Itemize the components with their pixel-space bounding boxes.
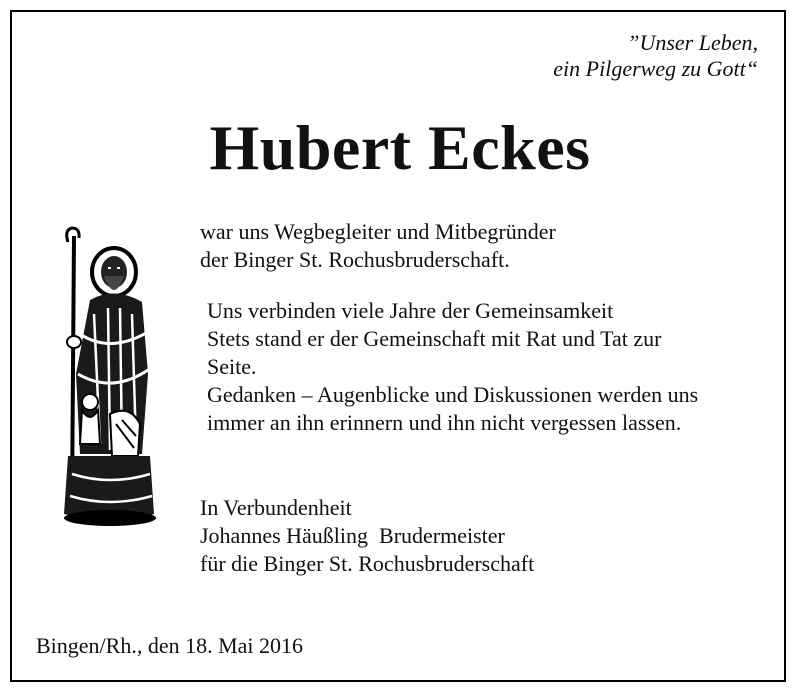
- saint-rochus-pilgrim-figure-icon: [50, 224, 158, 530]
- tribute-line: Gedanken – Augenblicke und Diskussionen werden uns: [207, 382, 699, 407]
- signature-name: Johannes Häußling Brudermeister: [200, 523, 505, 548]
- place-and-date: Bingen/Rh., den 18. Mai 2016: [36, 633, 304, 658]
- tribute-line: Seite.: [207, 354, 257, 379]
- signature-block: [200, 494, 534, 578]
- motto-line-1: ”Unser Leben,: [627, 30, 758, 55]
- signature-closing: In Verbundenheit: [200, 495, 352, 520]
- tribute-line: Uns verbinden viele Jahre der Gemeinsamkeit: [207, 298, 614, 323]
- tribute-line: war uns Wegbegleiter und Mitbegründer: [200, 219, 556, 244]
- signature-organization: für die Binger St. Rochusbruderschaft: [200, 551, 535, 576]
- motto-line-2: ein Pilgerweg zu Gott“: [553, 56, 758, 81]
- tribute-line: immer an ihn erinnern und ihn nicht vergessen lassen.: [207, 410, 682, 435]
- motto-quote: [553, 30, 758, 82]
- tribute-line: der Binger St. Rochusbruderschaft.: [200, 247, 510, 272]
- tribute-paragraph-1: [200, 218, 556, 274]
- tribute-line: Stets stand er der Gemeinschaft mit Rat und Tat zur: [207, 326, 662, 351]
- tribute-paragraph-2: [207, 297, 698, 437]
- deceased-name: Hubert Eckes: [209, 112, 591, 183]
